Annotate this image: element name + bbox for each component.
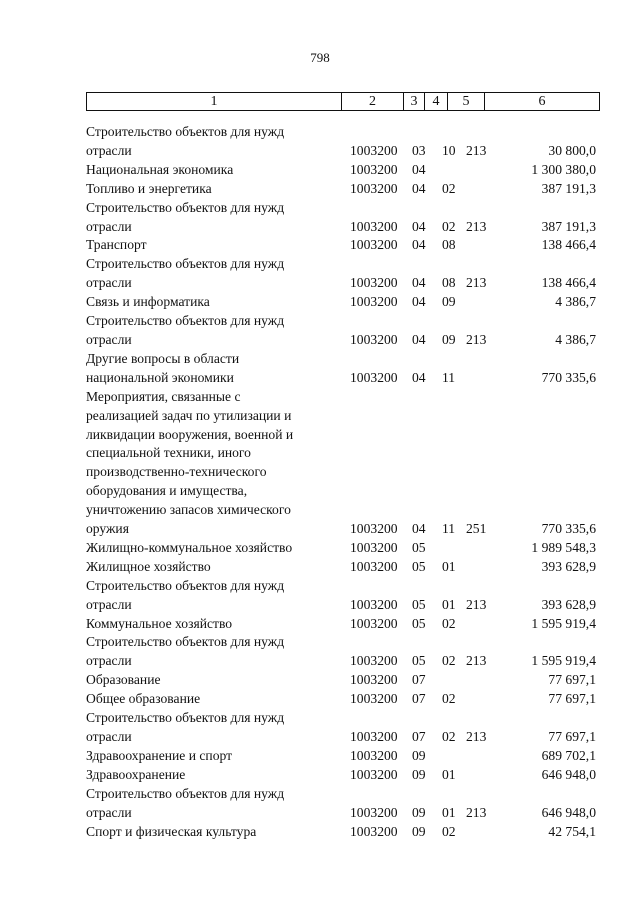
section-code: 07 — [412, 672, 426, 688]
table-row — [86, 823, 616, 842]
item-name — [86, 123, 350, 161]
item-name — [86, 255, 350, 293]
section-code: 09 — [412, 766, 426, 782]
item-name-line: Жилищно-коммунальное хозяйство — [86, 539, 293, 555]
amount-value: 138 466,4 — [541, 237, 596, 253]
column-header-2: 2 — [342, 93, 404, 110]
section-code: 03 — [412, 142, 426, 158]
subsection-code: 09 — [442, 294, 456, 310]
target-article-code: 1003200 — [350, 294, 398, 310]
section-code: 09 — [412, 823, 426, 839]
item-name-line: Строительство объектов для нужд — [86, 199, 285, 215]
item-name — [86, 615, 350, 634]
item-name-line: отрасли — [86, 142, 132, 158]
subsection-code: 01 — [442, 558, 456, 574]
item-name-line: Здравоохранение — [86, 766, 186, 782]
target-article-code: 1003200 — [350, 766, 398, 782]
table-row — [86, 766, 616, 785]
item-name-line: Мероприятия, связанные с — [86, 388, 241, 404]
item-name-line: Национальная экономика — [86, 161, 234, 177]
item-name-line: реализацией задач по утилизации и — [86, 407, 292, 423]
item-name-line: Строительство объектов для нужд — [86, 124, 285, 139]
subsection-code: 02 — [442, 691, 456, 707]
item-name-line: Другие вопросы в области — [86, 350, 240, 366]
item-name-line: производственно-технического — [86, 464, 267, 480]
amount-value: 1 595 919,4 — [531, 615, 596, 631]
subsection-code: 02 — [442, 180, 456, 196]
subsection-code: 11 — [442, 369, 456, 385]
subsection-code: 02 — [442, 218, 456, 234]
expense-type-code: 213 — [466, 653, 487, 669]
target-article-code: 1003200 — [350, 823, 398, 839]
item-name-line: Строительство объектов для нужд — [86, 313, 285, 329]
section-code: 05 — [412, 653, 426, 669]
amount-value: 646 948,0 — [541, 766, 596, 782]
item-name — [86, 766, 350, 785]
section-code: 05 — [412, 539, 426, 555]
target-article-code: 1003200 — [350, 558, 398, 574]
expense-type-code: 213 — [466, 142, 487, 158]
item-name — [86, 293, 350, 312]
table-row — [86, 255, 616, 293]
target-article-code: 1003200 — [350, 369, 398, 385]
item-name — [86, 350, 350, 388]
item-name — [86, 312, 350, 350]
section-code: 04 — [412, 237, 426, 253]
item-name-line: отрасли — [86, 275, 132, 291]
table-row — [86, 350, 616, 388]
item-name-line: отрасли — [86, 804, 132, 820]
item-name — [86, 161, 350, 180]
item-name-line: отрасли — [86, 218, 132, 234]
target-article-code: 1003200 — [350, 729, 398, 744]
amount-value: 138 466,4 — [541, 275, 596, 291]
table-row — [86, 123, 616, 161]
item-name — [86, 747, 350, 766]
column-header-3: 3 — [404, 93, 425, 110]
amount-value: 770 335,6 — [541, 369, 596, 385]
amount-value: 77 697,1 — [548, 691, 596, 707]
item-name — [86, 388, 350, 539]
expense-type-code: 213 — [466, 275, 487, 291]
target-article-code: 1003200 — [350, 615, 398, 631]
expense-type-code: 213 — [466, 804, 487, 820]
table-row — [86, 747, 616, 766]
table-row — [86, 388, 616, 539]
target-article-code: 1003200 — [350, 142, 398, 158]
table-row — [86, 671, 616, 690]
item-name-line: Жилищное хозяйство — [86, 558, 211, 574]
item-name — [86, 785, 350, 823]
target-article-code: 1003200 — [350, 180, 398, 196]
amount-value: 770 335,6 — [541, 521, 596, 537]
table-row — [86, 785, 616, 823]
subsection-code: 02 — [442, 615, 456, 631]
amount-value: 77 697,1 — [548, 729, 596, 744]
item-name-line: специальной техники, иного — [86, 445, 251, 461]
item-name-line: Строительство объектов для нужд — [86, 710, 285, 726]
column-header-5: 5 — [448, 93, 485, 110]
budget-table-body — [86, 123, 616, 841]
item-name — [86, 709, 350, 747]
target-article-code: 1003200 — [350, 275, 398, 291]
section-code: 04 — [412, 331, 426, 347]
item-name-line: уничтожению запасов химического — [86, 502, 291, 518]
section-code: 04 — [412, 369, 426, 385]
section-code: 04 — [412, 294, 426, 310]
amount-value: 387 191,3 — [541, 180, 596, 196]
item-name — [86, 671, 350, 690]
table-row — [86, 615, 616, 634]
expense-type-code: 213 — [466, 596, 487, 612]
table-row — [86, 709, 616, 747]
subsection-code: 02 — [442, 653, 456, 669]
target-article-code: 1003200 — [350, 672, 398, 688]
subsection-code: 09 — [442, 331, 456, 347]
amount-value: 689 702,1 — [541, 747, 596, 763]
table-row — [86, 558, 616, 577]
amount-value: 393 628,9 — [541, 558, 596, 574]
item-name-line: Общее образование — [86, 691, 201, 707]
target-article-code: 1003200 — [350, 521, 398, 537]
section-code: 09 — [412, 804, 426, 820]
item-name-line: отрасли — [86, 596, 132, 612]
section-code: 05 — [412, 558, 426, 574]
item-name — [86, 199, 350, 237]
column-header-row — [86, 92, 600, 111]
table-row — [86, 161, 616, 180]
section-code: 04 — [412, 180, 426, 196]
table-row — [86, 293, 616, 312]
table-row — [86, 633, 616, 671]
subsection-code: 01 — [442, 596, 456, 612]
section-code: 09 — [412, 747, 426, 763]
subsection-code: 08 — [442, 275, 456, 291]
subsection-code: 10 — [442, 142, 456, 158]
page-number: 798 — [310, 50, 330, 65]
item-name — [86, 690, 350, 709]
section-code: 04 — [412, 218, 426, 234]
column-header-4: 4 — [425, 93, 448, 110]
expense-type-code: 213 — [466, 218, 487, 234]
target-article-code: 1003200 — [350, 331, 398, 347]
section-code: 05 — [412, 596, 426, 612]
item-name-line: отрасли — [86, 653, 132, 669]
amount-value: 42 754,1 — [548, 823, 596, 839]
item-name — [86, 633, 350, 671]
item-name-line: Связь и информатика — [86, 294, 210, 310]
item-name-line: отрасли — [86, 729, 132, 744]
item-name — [86, 180, 350, 199]
item-name-line: Строительство объектов для нужд — [86, 634, 285, 650]
amount-value: 30 800,0 — [548, 142, 596, 158]
amount-value: 77 697,1 — [548, 672, 596, 688]
item-name-line: Транспорт — [86, 237, 147, 253]
amount-value: 1 989 548,3 — [531, 539, 596, 555]
amount-value: 4 386,7 — [555, 331, 596, 347]
amount-value: 4 386,7 — [555, 294, 596, 310]
item-name-line: Коммунальное хозяйство — [86, 615, 233, 631]
item-name — [86, 558, 350, 577]
item-name-line: национальной экономики — [86, 369, 234, 385]
target-article-code: 1003200 — [350, 218, 398, 234]
table-row — [86, 199, 616, 237]
item-name-line: Образование — [86, 672, 161, 688]
item-name-line: Строительство объектов для нужд — [86, 256, 285, 272]
amount-value: 1 595 919,4 — [531, 653, 596, 669]
target-article-code: 1003200 — [350, 691, 398, 707]
item-name-line: ликвидации вооружения, военной и — [86, 426, 294, 442]
section-code: 07 — [412, 729, 426, 744]
subsection-code: 02 — [442, 729, 456, 744]
section-code: 04 — [412, 275, 426, 291]
item-name — [86, 539, 350, 558]
item-name — [86, 823, 350, 842]
item-name-line: Строительство объектов для нужд — [86, 577, 285, 593]
table-row — [86, 577, 616, 615]
item-name-line: Спорт и физическая культура — [86, 823, 257, 839]
section-code: 05 — [412, 615, 426, 631]
target-article-code: 1003200 — [350, 596, 398, 612]
expense-type-code: 251 — [466, 521, 487, 537]
section-code: 04 — [412, 161, 426, 177]
amount-value: 646 948,0 — [541, 804, 596, 820]
target-article-code: 1003200 — [350, 747, 398, 763]
item-name — [86, 577, 350, 615]
section-code: 04 — [412, 521, 426, 537]
subsection-code: 01 — [442, 804, 456, 820]
expense-type-code: 213 — [466, 331, 487, 347]
item-name-line: оборудования и имущества, — [86, 483, 248, 499]
column-header-1: 1 — [87, 93, 342, 110]
target-article-code: 1003200 — [350, 161, 398, 177]
amount-value: 387 191,3 — [541, 218, 596, 234]
item-name — [86, 236, 350, 255]
table-row — [86, 312, 616, 350]
table-row — [86, 539, 616, 558]
target-article-code: 1003200 — [350, 653, 398, 669]
table-row — [86, 180, 616, 199]
expense-type-code: 213 — [466, 729, 487, 744]
section-code: 07 — [412, 691, 426, 707]
subsection-code: 11 — [442, 521, 456, 537]
subsection-code: 02 — [442, 823, 456, 839]
item-name-line: Топливо и энергетика — [86, 180, 212, 196]
amount-value: 1 300 380,0 — [531, 161, 596, 177]
target-article-code: 1003200 — [350, 804, 398, 820]
column-header-6: 6 — [538, 94, 546, 109]
amount-value: 393 628,9 — [541, 596, 596, 612]
item-name-line: отрасли — [86, 331, 132, 347]
target-article-code: 1003200 — [350, 237, 398, 253]
item-name-line: Здравоохранение и спорт — [86, 747, 233, 763]
table-row — [86, 236, 616, 255]
subsection-code: 01 — [442, 766, 456, 782]
subsection-code: 08 — [442, 237, 456, 253]
item-name-line: Строительство объектов для нужд — [86, 785, 285, 801]
target-article-code: 1003200 — [350, 539, 398, 555]
table-row — [86, 690, 616, 709]
item-name-line: оружия — [86, 521, 129, 537]
